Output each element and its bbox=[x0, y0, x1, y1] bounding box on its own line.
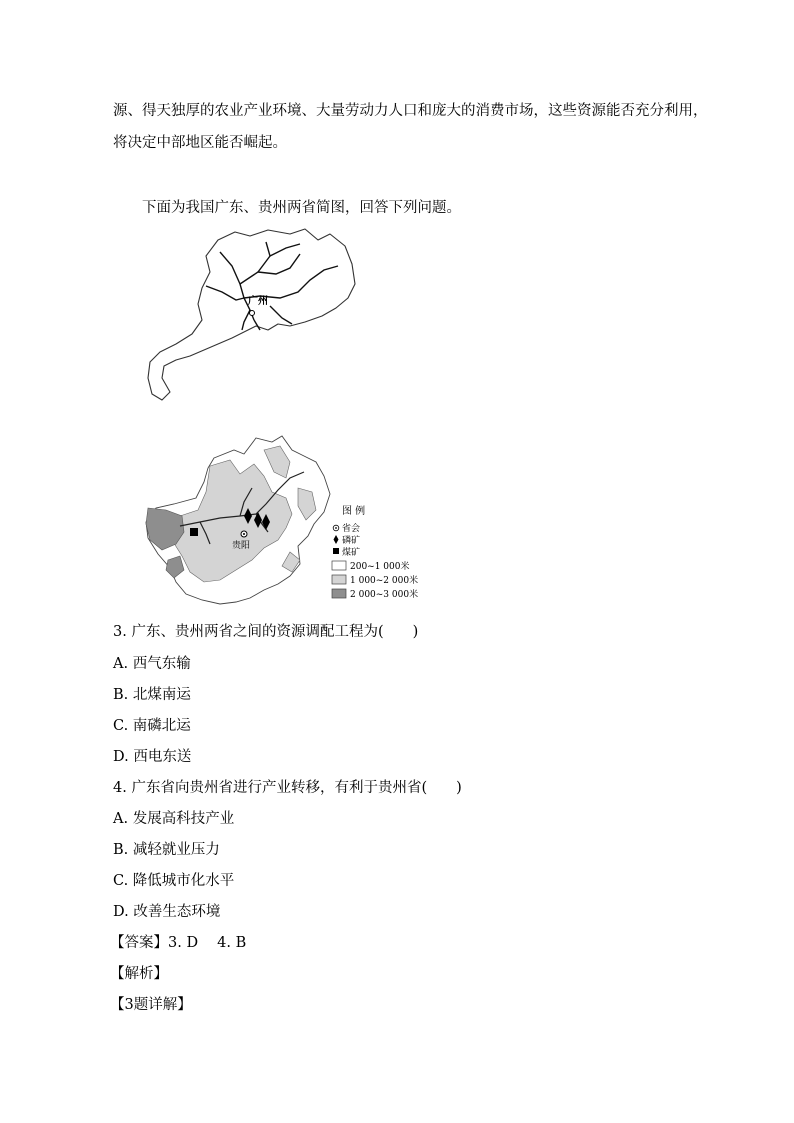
guangdong-map bbox=[140, 226, 360, 406]
swatch-mid bbox=[332, 575, 346, 584]
legend-label-high: 2 000~3 000米 bbox=[350, 590, 419, 600]
question-3-option-c: C. 南磷北运 bbox=[113, 718, 191, 734]
legend-label-low: 200~1 000米 bbox=[350, 562, 410, 572]
question-4-option-b: B. 减轻就业压力 bbox=[113, 842, 220, 858]
question-4-option-a: A. 发展高科技产业 bbox=[113, 811, 235, 827]
intro-text: 下面为我国广东、贵州两省简图，回答下列问题。 bbox=[142, 200, 461, 216]
guizhou-map bbox=[140, 432, 430, 610]
guiyang-label: 贵阳 bbox=[232, 541, 251, 551]
legend-label-coal: 煤矿 bbox=[342, 548, 361, 558]
answer-line: 【答案】3. D 4. B bbox=[110, 935, 247, 951]
legend-label-mid: 1 000~2 000米 bbox=[350, 576, 419, 586]
passage-line-1: 源、得天独厚的农业产业环境、大量劳动力人口和庞大的消费市场，这些资源能否充分利用， bbox=[113, 103, 708, 119]
diamond-icon bbox=[334, 535, 339, 544]
question-3-option-a: A. 西气东输 bbox=[113, 656, 191, 672]
question-4-option-c: C. 降低城市化水平 bbox=[113, 873, 235, 889]
guangzhou-marker bbox=[250, 311, 255, 316]
detail-heading: 【3题详解】 bbox=[110, 997, 192, 1013]
legend-label-phosphate: 磷矿 bbox=[342, 536, 361, 546]
swatch-high bbox=[332, 589, 346, 598]
map-legend bbox=[332, 504, 418, 600]
question-3-stem: 3. 广东、贵州两省之间的资源调配工程为( ) bbox=[113, 624, 419, 640]
question-3-option-b: B. 北煤南运 bbox=[113, 687, 191, 703]
legend-label-capital: 省会 bbox=[342, 524, 361, 534]
coal-mine bbox=[190, 528, 198, 536]
legend-title: 图 例 bbox=[342, 506, 366, 517]
analysis-heading: 【解析】 bbox=[110, 966, 168, 982]
question-3-option-d: D. 西电东送 bbox=[113, 749, 192, 765]
question-4-option-d: D. 改善生态环境 bbox=[113, 904, 221, 920]
swatch-low bbox=[332, 561, 346, 570]
question-4-stem: 4. 广东省向贵州省进行产业转移，有利于贵州省( ) bbox=[113, 780, 462, 796]
square-icon bbox=[333, 548, 339, 554]
guangzhou-label: 广州 bbox=[248, 296, 268, 307]
passage-line-2: 将决定中部地区能否崛起。 bbox=[113, 135, 287, 151]
